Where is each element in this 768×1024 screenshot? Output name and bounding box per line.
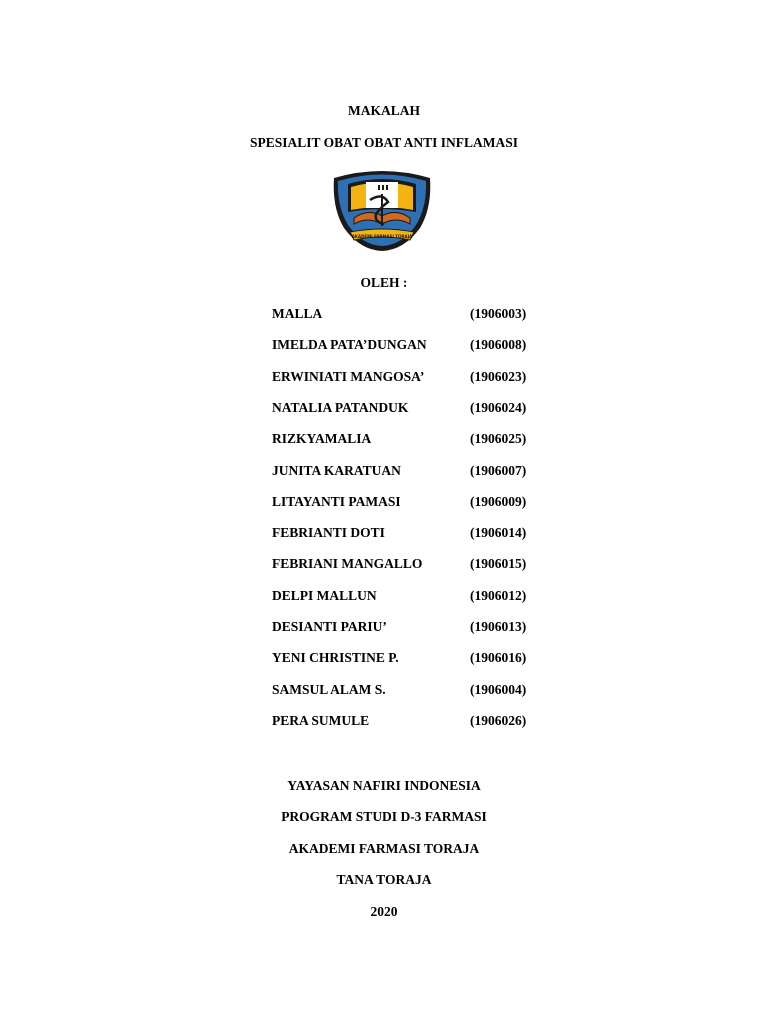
member-student-id: (1906013) — [470, 619, 527, 634]
member-student-id: (1906009) — [470, 494, 527, 509]
member-name: FEBRIANI MANGALLO — [272, 556, 423, 571]
member-student-id: (1906023) — [470, 369, 527, 384]
member-name: JUNITA KARATUAN — [272, 463, 401, 478]
member-student-id: (1906008) — [470, 337, 527, 352]
member-name: ERWINIATI MANGOSA’ — [272, 369, 425, 384]
document-title: SPESIALIT OBAT OBAT ANTI INFLAMASI — [249, 135, 519, 150]
member-name: PERA SUMULE — [272, 713, 370, 728]
academy-logo — [330, 168, 434, 252]
member-row — [0, 588, 768, 606]
member-row — [0, 431, 768, 449]
member-name: NATALIA PATANDUK — [272, 400, 409, 415]
member-name: YENI CHRISTINE P. — [272, 650, 399, 665]
member-name: DELPI MALLUN — [272, 588, 377, 603]
member-student-id: (1906012) — [470, 588, 527, 603]
member-row — [0, 619, 768, 637]
member-name: DESIANTI PARIU’ — [272, 619, 387, 634]
member-row — [0, 306, 768, 324]
member-student-id: (1906004) — [470, 682, 527, 697]
foundation-name: YAYASAN NAFIRI INDONESIA — [287, 778, 481, 793]
member-student-id: (1906007) — [470, 463, 527, 478]
member-name: LITAYANTI PAMASI — [272, 494, 401, 509]
member-student-id: (1906003) — [470, 306, 527, 321]
document-type: MAKALAH — [348, 103, 420, 118]
logo-banner-text: AKADEMI FARMASI TORAJA — [351, 234, 413, 239]
member-row — [0, 525, 768, 543]
member-name: SAMSUL ALAM S. — [272, 682, 386, 697]
member-row — [0, 463, 768, 481]
member-student-id: (1906016) — [470, 650, 527, 665]
member-row — [0, 556, 768, 574]
member-row — [0, 682, 768, 700]
member-name: IMELDA PATA’DUNGAN — [272, 337, 427, 352]
by-label: OLEH : — [360, 275, 408, 290]
member-student-id: (1906015) — [470, 556, 527, 571]
member-student-id: (1906026) — [470, 713, 527, 728]
study-program: PROGRAM STUDI D-3 FARMASI — [281, 809, 487, 824]
member-row — [0, 400, 768, 418]
member-row — [0, 337, 768, 355]
member-student-id: (1906014) — [470, 525, 527, 540]
member-row — [0, 369, 768, 387]
academy-name: AKADEMI FARMASI TORAJA — [288, 841, 480, 856]
member-name: MALLA — [272, 306, 323, 321]
member-name: RIZKYAMALIA — [272, 431, 372, 446]
member-student-id: (1906024) — [470, 400, 527, 415]
member-row — [0, 494, 768, 512]
member-row — [0, 713, 768, 731]
year: 2020 — [370, 904, 398, 919]
city-name: TANA TORAJA — [336, 872, 432, 887]
member-student-id: (1906025) — [470, 431, 527, 446]
member-name: FEBRIANTI DOTI — [272, 525, 385, 540]
member-row — [0, 650, 768, 668]
